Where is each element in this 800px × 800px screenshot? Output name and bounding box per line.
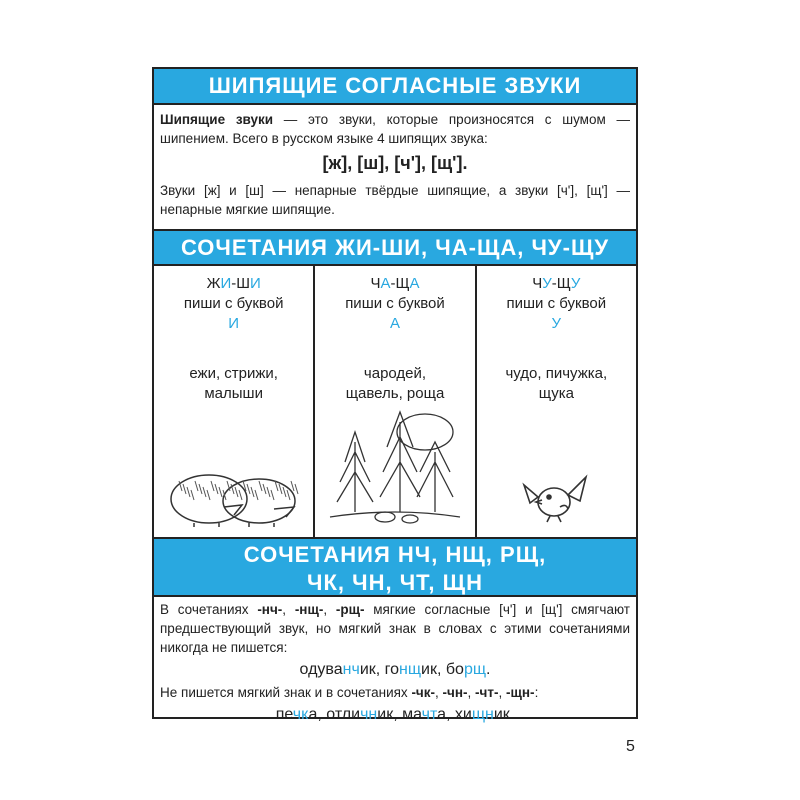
- text-segment: ик.: [493, 706, 515, 723]
- bird-illustration: [477, 467, 636, 527]
- bold-combination: -нч-: [257, 602, 283, 617]
- rule-text: пиши с буквой: [345, 295, 445, 312]
- examples: [160, 660, 630, 679]
- bold-combination: -щн-: [506, 685, 535, 700]
- highlighted-letters: чк: [292, 706, 309, 723]
- text-segment: ,: [323, 602, 336, 617]
- dash: -: [551, 275, 557, 292]
- bold-combination: -рщ-: [335, 602, 365, 617]
- combination-label: [154, 274, 313, 294]
- text-segment: ик, бо: [421, 661, 464, 678]
- text-segment: ик, ма: [377, 706, 422, 723]
- consonant: Щ: [556, 275, 571, 292]
- highlighted-letters: нч: [342, 661, 360, 678]
- text-segment: пе: [275, 706, 293, 723]
- consonant: Щ: [395, 275, 410, 292]
- vowel: У: [570, 275, 581, 292]
- definition-text: — это звуки, которые произносятся с шумом — шипением. Всего в русском языке 4 шипящих звука:: [160, 112, 630, 146]
- text-segment: ,: [467, 685, 476, 700]
- vowel: И: [249, 275, 261, 292]
- text-segment: мягкие согласные [ч'] и [щ'] смягчают предшествующий звук, но мягкий знак в словах с этими сочетаниями никогда не пишется:: [160, 602, 630, 655]
- rule-text: пиши с буквой: [183, 295, 284, 312]
- bold-combination: -чк-: [411, 685, 436, 700]
- dash: -: [231, 275, 237, 292]
- bold-combination: -чн-: [442, 685, 468, 700]
- highlighted-letters: рщ: [463, 661, 486, 678]
- hissing-sounds: [ж], [ш], [ч'], [щ'].: [322, 153, 468, 173]
- text-segment: ик, го: [359, 661, 400, 678]
- paragraph: [160, 600, 630, 657]
- example-words: чудо, пичужка, щука: [505, 365, 608, 402]
- text-segment: а, отли: [308, 706, 361, 723]
- bold-combination: -чт-: [475, 685, 499, 700]
- text-segment: ,: [282, 602, 295, 617]
- highlighted-letters: нщ: [399, 661, 422, 678]
- text-segment: ,: [435, 685, 443, 700]
- highlighted-letters: чт: [421, 706, 438, 723]
- hissing-note: Звуки [ж] и [ш] — непарные твёрдые шипящие, а звуки [ч'], [щ'] — непарные мягкие шипящие.: [160, 183, 630, 217]
- consonant: Ч: [532, 275, 543, 292]
- text-segment: а, хи: [437, 706, 472, 723]
- rule-text: пиши с буквой: [506, 295, 607, 312]
- section-title-combinations: СОЧЕТАНИЯ ЖИ-ШИ, ЧА-ЩА, ЧУ-ЩУ: [154, 229, 636, 264]
- section-title-no-soft-sign: [154, 537, 636, 595]
- title-line: ЧК, ЧН, ЧТ, ЩН: [307, 570, 483, 595]
- vowel: И: [220, 275, 232, 292]
- rule-letter: И: [228, 315, 240, 332]
- hedgehogs-illustration: [154, 467, 313, 527]
- title-line: СОЧЕТАНИЯ НЧ, НЩ, РЩ,: [243, 542, 547, 567]
- page-number: 5: [626, 738, 635, 755]
- dash: -: [390, 275, 396, 292]
- highlighted-letters: чн: [360, 706, 378, 723]
- text-segment: В сочетаниях: [160, 602, 258, 617]
- consonant: Ш: [236, 275, 250, 292]
- hissing-definition: [154, 103, 636, 229]
- vowel: У: [542, 275, 552, 292]
- text-segment: одува: [299, 661, 343, 678]
- column: [475, 266, 636, 537]
- no-soft-sign-text: [154, 595, 636, 732]
- example-words: ежи, стрижи, малыши: [189, 365, 278, 402]
- highlighted-letters: щн: [471, 706, 494, 723]
- vowel: А: [380, 275, 391, 292]
- text-segment: .: [486, 661, 491, 678]
- vowel: А: [409, 275, 420, 292]
- column: [154, 266, 313, 537]
- text-segment: :: [534, 685, 539, 700]
- paragraph: [160, 683, 630, 702]
- column: [313, 266, 474, 537]
- example-words: чародей, щавель, роща: [345, 365, 445, 402]
- combination-label: [477, 274, 636, 294]
- bold-combination: -нщ-: [294, 602, 324, 617]
- examples: [160, 705, 630, 724]
- consonant: Ч: [370, 275, 381, 292]
- consonant: Ж: [206, 275, 221, 292]
- combination-label: [315, 274, 474, 294]
- text-segment: Не пишется мягкий знак и в сочетаниях: [160, 685, 412, 700]
- rule-letter: А: [389, 315, 400, 332]
- rule-letter: У: [551, 315, 562, 332]
- term: Шипящие звуки: [160, 112, 274, 127]
- forest-illustration: [315, 402, 474, 527]
- combination-columns: [154, 264, 636, 537]
- text-segment: ,: [498, 685, 507, 700]
- section-title-hissing: ШИПЯЩИЕ СОГЛАСНЫЕ ЗВУКИ: [154, 69, 636, 103]
- rules-card: [152, 67, 638, 723]
